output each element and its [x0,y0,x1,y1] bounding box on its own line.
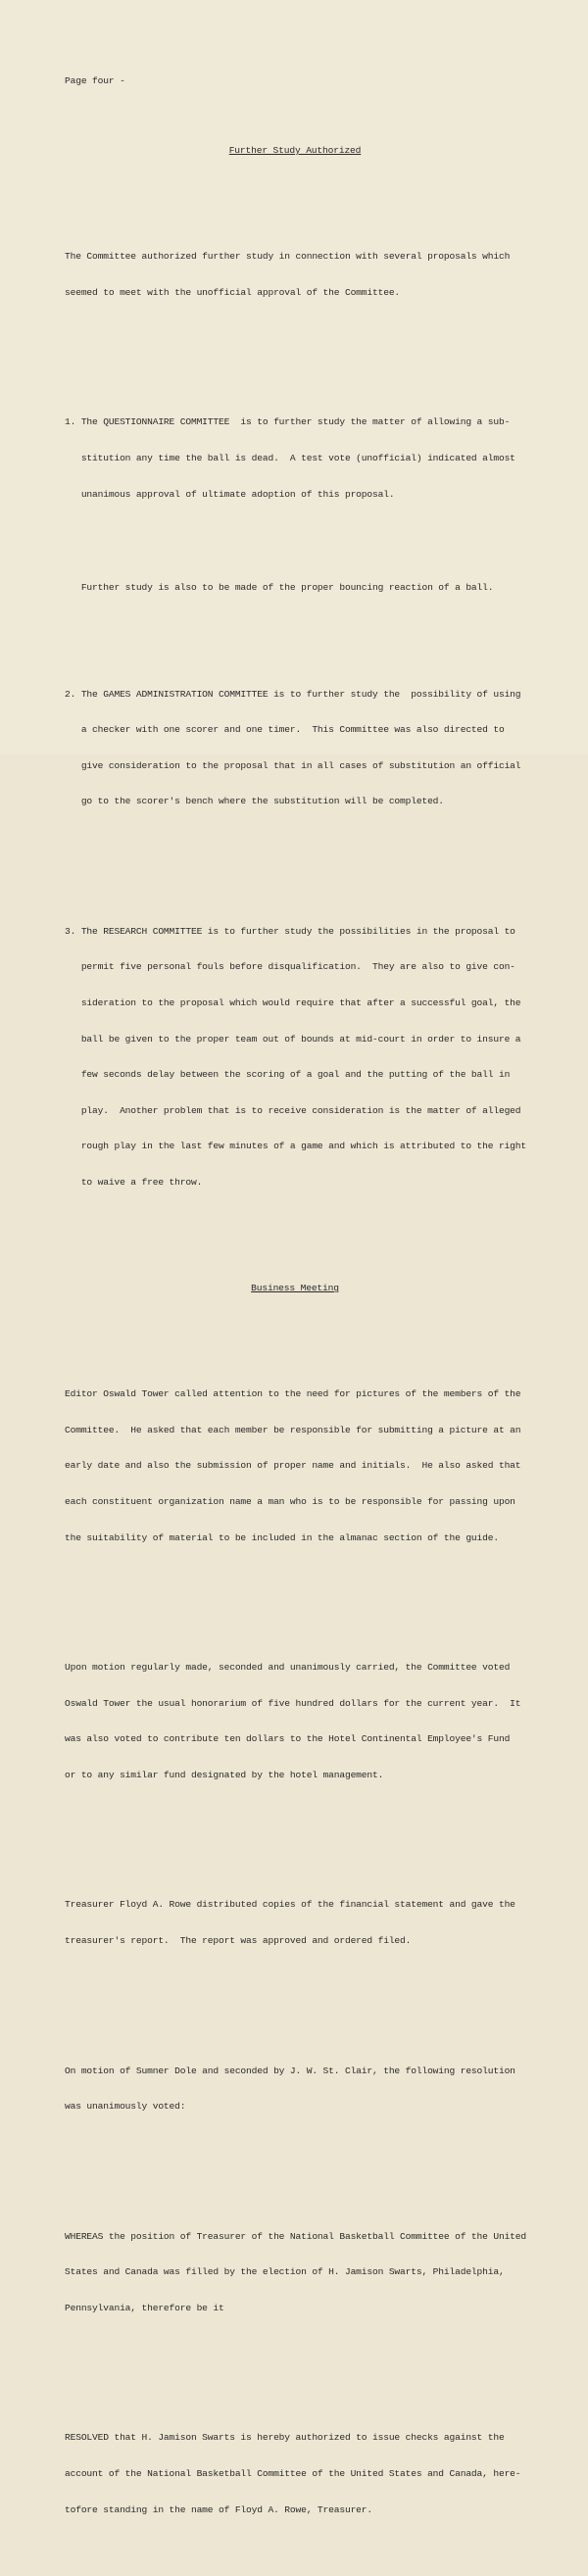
intro-paragraph: The Committee authorized further study in connection with several proposals which seemed to meet with the unofficial approval of the Committee. [65,251,511,298]
paragraph-pictures: Editor Oswald Tower called attention to the need for pictures of the members of the Committee. He asked that each member be responsible for submitting a picture at an early date and also the submission of proper name and initials. He also asked that each constituent organization name a man who is to be responsible for passing upon the suitability of material to be included in the almanac section of the guide. [65,1388,521,1543]
item-3-research-committee: 3. The RESEARCH COMMITTEE is to further study the possibilities in the proposal to permit five personal fouls before disqualification. They are also to give con- sideration to the proposal which would require that after a successful goal, the ball be given to the proper team out of bounds at mid-court in order to insure a few seconds delay between the scoring of a goal and the putting of the ball in play. Another problem that is to receive consideration is the matter of alleged rough play in the last few minutes of a game and which is attributed to the right to waive a free throw. [65,925,527,1188]
heading-further-study: Further Study Authorized [228,145,362,157]
heading-business-meeting: Business Meeting [251,1283,339,1294]
paragraph-motion: On motion of Sumner Dole and seconded by J. W. St. Clair, the following resolution was unanimously voted: [65,2065,515,2113]
paragraph-honorarium: Upon motion regularly made, seconded and unanimously carried, the Committee voted Oswald Tower the usual honorarium of five hundred dollars for the current year. It was also voted to contribute ten dollars to the Hotel Continental Employee's Fund or to any similar fund designated by the hotel management. [65,1662,521,1780]
page-label: Page four - [65,74,125,86]
paragraph-whereas: WHEREAS the position of Treasurer of the National Basketball Committee of the United States and Canada was filled by the election of H. Jamison Swarts, Philadelphia, Pennsylvania, therefore be it [65,2230,527,2313]
item-2-games-administration-committee: 2. The GAMES ADMINISTRATION COMMITTEE is to further study the possibility of using a checker with one scorer and one timer. This Committee was also directed to give consideration to the proposal that in all cases of substitution an official go to the scorer's bench where the substitution will be completed. [65,688,521,807]
item-1-questionnaire-committee: 1. The QUESTIONNAIRE COMMITTEE is to further study the matter of allowing a sub- stitution any time the ball is dead. A test vote (unofficial) indicated almost unanimous approval of ultimate adoption of this proposal. [65,416,515,500]
paragraph-resolved: RESOLVED that H. Jamison Swarts is hereby authorized to issue checks against the account of the National Basketball Committee of the United States and Canada, here- tofore standing in the name of Floyd A. Rowe, Treasurer. [65,2432,521,2515]
document-body [65,39,525,2576]
item-1-note: Further study is also to be made of the proper bouncing reaction of a ball. [65,582,494,594]
paragraph-treasurer-report: Treasurer Floyd A. Rowe distributed copies of the financial statement and gave the treasurer's report. The report was approved and ordered filed. [65,1899,515,1946]
